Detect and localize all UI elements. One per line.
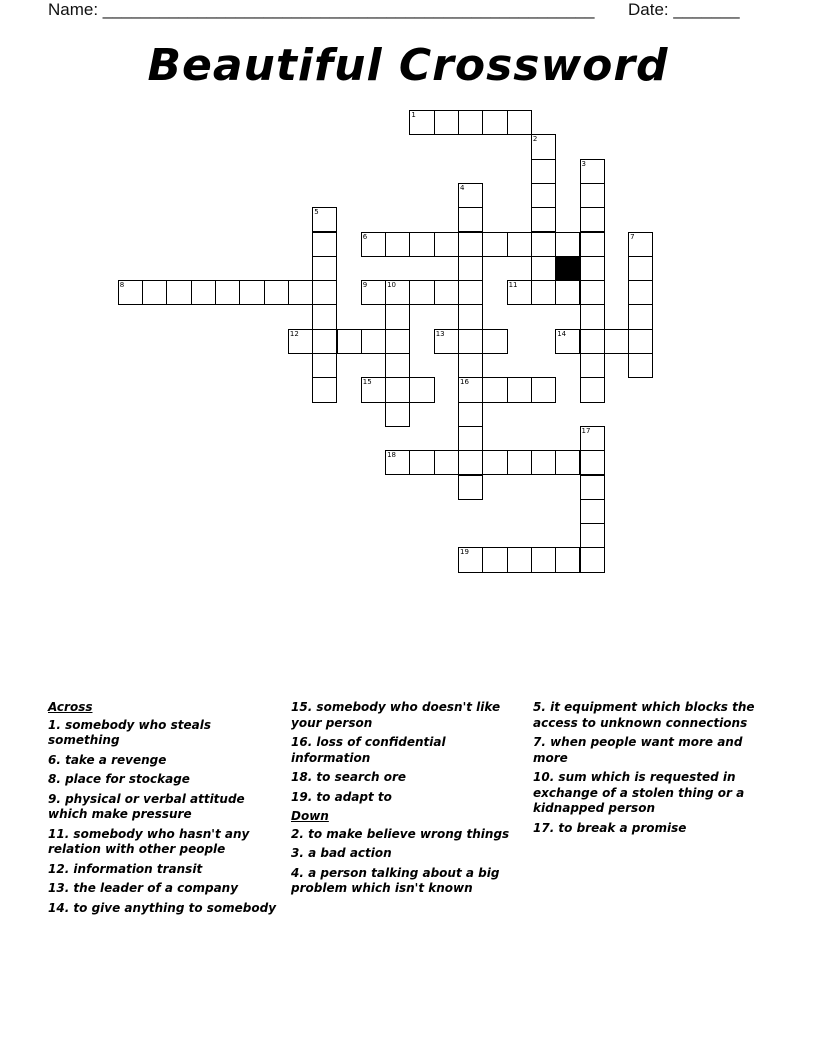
- grid-cell[interactable]: [482, 232, 507, 257]
- clue-number: 16: [460, 378, 469, 387]
- grid-cell[interactable]: [215, 280, 240, 305]
- clue-item: 19. to adapt to: [291, 789, 392, 804]
- clue-number: 4: [460, 183, 465, 192]
- clue-number: 7: [630, 232, 635, 241]
- date-field[interactable]: Date: _______: [628, 0, 740, 19]
- grid-cell[interactable]: [628, 353, 653, 378]
- clue-item: 18. to search ore: [291, 770, 407, 784]
- grid-cell[interactable]: [361, 280, 386, 305]
- grid-cell[interactable]: [531, 134, 556, 159]
- grid-cell[interactable]: [312, 304, 337, 329]
- grid-cell[interactable]: [409, 377, 434, 402]
- grid-cell[interactable]: [458, 256, 483, 281]
- grid-cell[interactable]: [458, 353, 483, 378]
- clue-number: 11: [508, 281, 518, 290]
- clue-number: 10: [387, 281, 397, 290]
- clue-number: 15: [362, 378, 372, 387]
- grid-cell[interactable]: [434, 329, 459, 354]
- grid-cell[interactable]: [118, 280, 143, 305]
- clue-item: 3. a bad action: [291, 846, 392, 860]
- grid-cell[interactable]: [385, 280, 410, 305]
- grid-cell[interactable]: [580, 523, 605, 548]
- grid-cell[interactable]: [361, 232, 386, 257]
- clue-item: 14. to give anything to somebody: [48, 900, 277, 915]
- grid-cell[interactable]: [531, 207, 556, 232]
- grid-cell[interactable]: [580, 499, 605, 524]
- grid-cell[interactable]: [458, 402, 483, 427]
- grid-cell[interactable]: [385, 232, 410, 257]
- grid-cell[interactable]: [458, 280, 483, 305]
- clue-item: 1. somebody who steals something: [48, 717, 211, 747]
- grid-cell[interactable]: [580, 547, 605, 572]
- grid-cell[interactable]: [482, 329, 507, 354]
- clue-number: 2: [532, 135, 538, 144]
- grid-cell[interactable]: [531, 256, 556, 281]
- clue-number: 18: [387, 451, 397, 460]
- grid-cell[interactable]: [361, 377, 386, 402]
- grid-cell[interactable]: [458, 232, 483, 257]
- clue-number: 9: [362, 281, 368, 290]
- grid-cell[interactable]: [458, 329, 483, 354]
- clue-item: 9. physical or verbal attitude which make pressure: [48, 791, 245, 821]
- clue-number: 13: [435, 329, 445, 338]
- clue-item: 13. the leader of a company: [48, 881, 239, 895]
- grid-cell[interactable]: [337, 329, 362, 354]
- grid-cell[interactable]: [555, 547, 580, 572]
- grid-cell[interactable]: [580, 280, 605, 305]
- clue-number: 6: [362, 232, 368, 241]
- across-heading: Across: [48, 700, 93, 714]
- grid-cell[interactable]: [580, 159, 605, 184]
- grid-cell[interactable]: [507, 232, 532, 257]
- grid-cell[interactable]: [580, 304, 605, 329]
- grid-cell[interactable]: [288, 280, 313, 305]
- grid-cell[interactable]: [507, 377, 532, 402]
- grid-cell[interactable]: [458, 475, 483, 500]
- grid-cell[interactable]: [555, 329, 580, 354]
- clue-item: 16. loss of confidential information: [291, 735, 446, 765]
- grid-cell[interactable]: [142, 280, 167, 305]
- grid-cell[interactable]: [458, 377, 483, 402]
- grid-cell[interactable]: [312, 329, 337, 354]
- grid-cell[interactable]: [458, 207, 483, 232]
- grid-cell[interactable]: [434, 110, 459, 135]
- clue-item: 6. take a revenge: [48, 752, 167, 767]
- clue-number: 5: [314, 208, 319, 217]
- grid-cell[interactable]: [580, 426, 605, 451]
- grid-cell[interactable]: [239, 280, 264, 305]
- grid-cell[interactable]: [628, 232, 653, 257]
- name-field[interactable]: Name: ____________________________________________________: [48, 0, 595, 19]
- black-cell: [555, 256, 580, 281]
- clue-number: 1: [411, 111, 416, 119]
- grid-cell[interactable]: [385, 353, 410, 378]
- clue-column-1: [48, 700, 283, 920]
- grid-cell[interactable]: [409, 280, 434, 305]
- clue-item: 11. somebody who hasn't any relation with other people: [48, 826, 250, 856]
- clue-item: 2. to make believe wrong things: [291, 826, 510, 841]
- clue-column-2: [291, 700, 511, 901]
- grid-cell[interactable]: [580, 183, 605, 208]
- grid-cell[interactable]: [531, 450, 556, 475]
- grid-cell[interactable]: [628, 256, 653, 281]
- grid-cell[interactable]: [555, 280, 580, 305]
- grid-cell[interactable]: [531, 232, 556, 257]
- grid-cell[interactable]: [409, 232, 434, 257]
- grid-cell[interactable]: [580, 207, 605, 232]
- grid-cell[interactable]: [312, 207, 337, 232]
- grid-cell[interactable]: [482, 110, 507, 135]
- clue-number: 17: [581, 426, 591, 435]
- grid-cell[interactable]: [385, 377, 410, 402]
- grid-cell[interactable]: [628, 304, 653, 329]
- down-heading: Down: [291, 809, 329, 823]
- clue-number: 14: [557, 329, 567, 338]
- grid-cell[interactable]: [434, 450, 459, 475]
- grid-cell[interactable]: [507, 450, 532, 475]
- grid-cell[interactable]: [458, 547, 483, 572]
- grid-cell[interactable]: [507, 280, 532, 305]
- grid-cell[interactable]: [312, 280, 337, 305]
- clue-item: 7. when people want more and more: [533, 735, 743, 765]
- grid-cell[interactable]: [434, 232, 459, 257]
- grid-cell[interactable]: [458, 450, 483, 475]
- grid-cell[interactable]: [458, 183, 483, 208]
- grid-cell[interactable]: [385, 304, 410, 329]
- grid-cell[interactable]: [507, 547, 532, 572]
- grid-cell[interactable]: [555, 450, 580, 475]
- grid-cell[interactable]: [604, 329, 629, 354]
- grid-cell[interactable]: [288, 329, 313, 354]
- grid-cell[interactable]: [482, 450, 507, 475]
- grid-cell[interactable]: [580, 232, 605, 257]
- grid-cell[interactable]: [580, 475, 605, 500]
- clue-number: 19: [460, 548, 469, 557]
- grid-cell[interactable]: [580, 329, 605, 354]
- grid-cell[interactable]: [361, 329, 386, 354]
- grid-cell[interactable]: [166, 280, 191, 305]
- grid-cell[interactable]: [580, 377, 605, 402]
- grid-cell[interactable]: [434, 280, 459, 305]
- clue-number: 8: [119, 281, 125, 290]
- clue-number: 3: [581, 159, 586, 168]
- grid-cell[interactable]: [507, 110, 532, 135]
- grid-cell[interactable]: [580, 353, 605, 378]
- grid-cell[interactable]: [531, 280, 556, 305]
- grid-cell[interactable]: [482, 377, 507, 402]
- clue-item: 12. information transit: [48, 861, 203, 876]
- grid-cell[interactable]: [458, 110, 483, 135]
- grid-cell[interactable]: [580, 256, 605, 281]
- grid-cell[interactable]: [458, 304, 483, 329]
- grid-cell[interactable]: [409, 450, 434, 475]
- grid-cell[interactable]: [312, 353, 337, 378]
- grid-cell[interactable]: [458, 426, 483, 451]
- grid-cell[interactable]: [580, 450, 605, 475]
- grid-cell[interactable]: [628, 280, 653, 305]
- grid-cell[interactable]: [531, 547, 556, 572]
- clue-number: 12: [289, 329, 299, 338]
- clue-column-3: [533, 700, 773, 840]
- grid-cell[interactable]: [531, 159, 556, 184]
- grid-cell[interactable]: [628, 329, 653, 354]
- grid-cell[interactable]: [312, 232, 337, 257]
- clue-item: 4. a person talking about a big problem which isn't known: [291, 865, 500, 895]
- grid-cell[interactable]: [312, 256, 337, 281]
- clue-item: 15. somebody who doesn't like your person: [291, 700, 501, 730]
- grid-cell[interactable]: [312, 377, 337, 402]
- grid-cell[interactable]: [385, 329, 410, 354]
- grid-cell[interactable]: [531, 377, 556, 402]
- grid-cell[interactable]: [409, 110, 434, 135]
- grid-cell[interactable]: [385, 450, 410, 475]
- grid-cell[interactable]: [264, 280, 289, 305]
- grid-cell[interactable]: [482, 547, 507, 572]
- clue-item: 10. sum which is requested in exchange of a stolen thing or a kidnapped person: [533, 770, 745, 815]
- grid-cell[interactable]: [385, 402, 410, 427]
- grid-cell[interactable]: [531, 183, 556, 208]
- clue-item: 8. place for stockage: [48, 772, 190, 786]
- grid-cell[interactable]: [555, 232, 580, 257]
- page-title: Beautiful Crossword: [147, 40, 669, 91]
- grid-cell[interactable]: [191, 280, 216, 305]
- clue-item: 5. it equipment which blocks the access to unknown connections: [533, 700, 755, 730]
- clue-item: 17. to break a promise: [533, 820, 687, 835]
